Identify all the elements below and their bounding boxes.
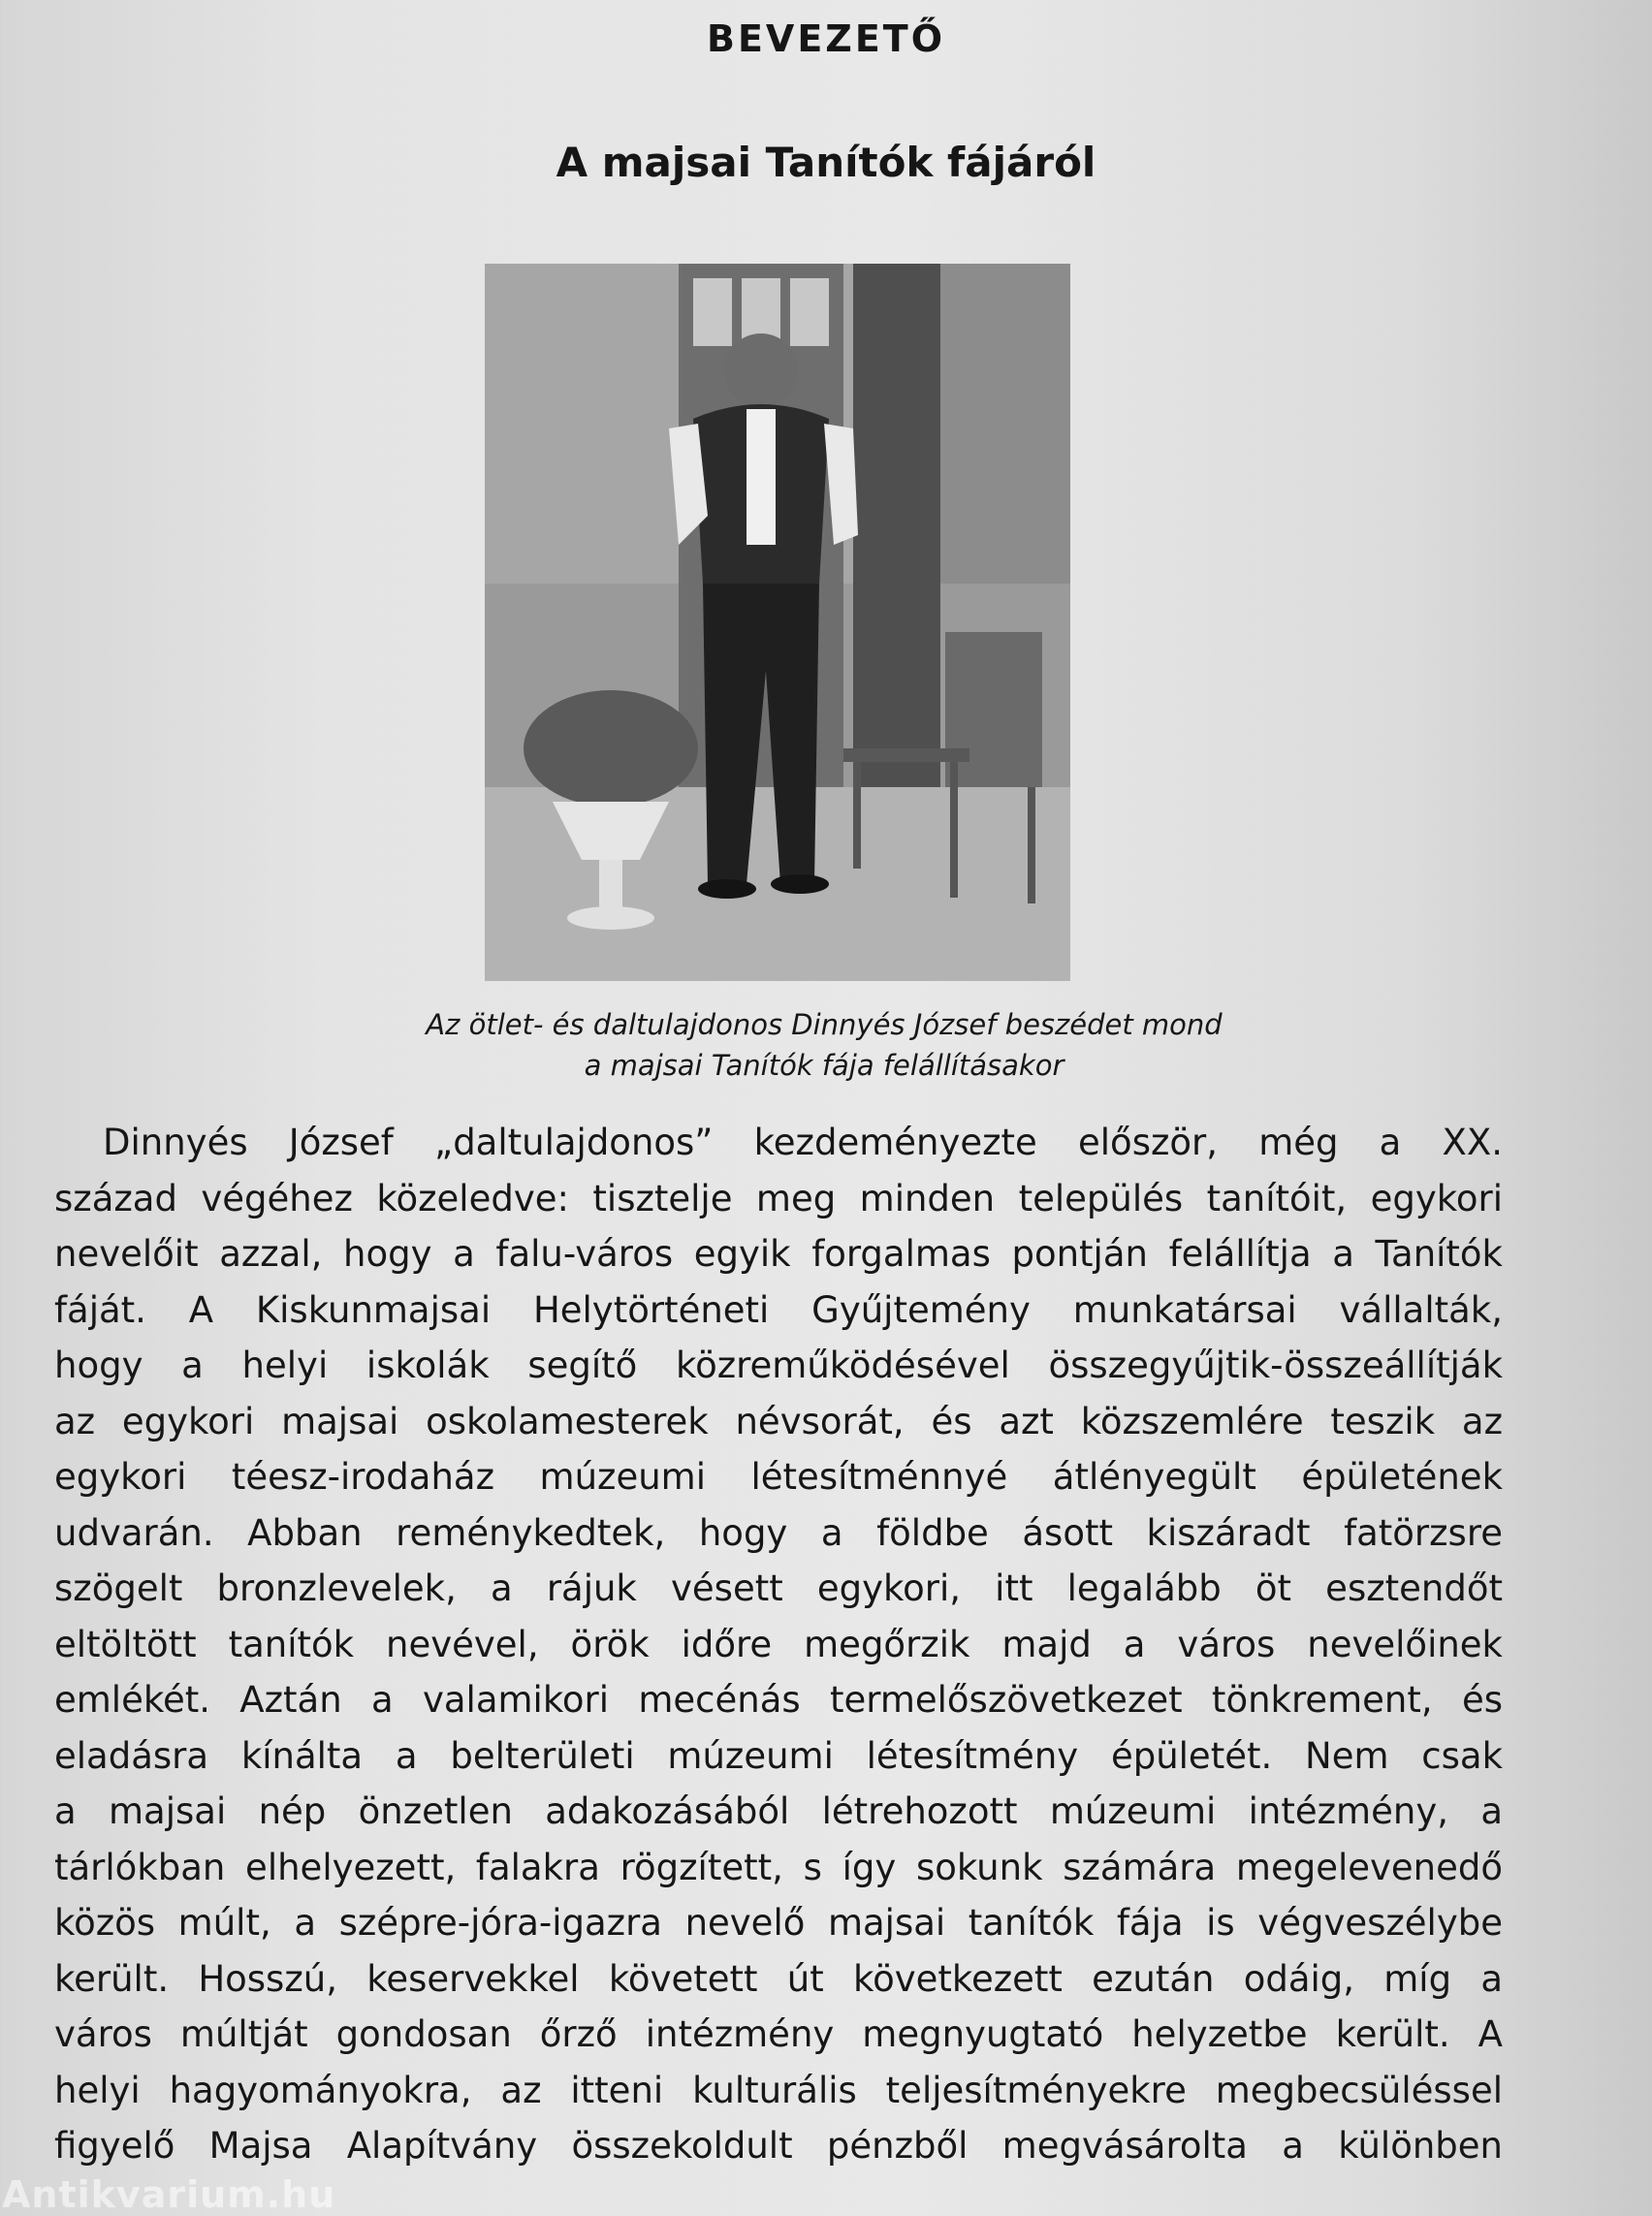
body-line: város múltját gondosan őrző intézmény megnyugtató helyzetbe került. A (54, 2013, 1503, 2055)
body-line: fáját. A Kiskunmajsai Helytörténeti Gyűjtemény munkatársai vállalták, (54, 1288, 1503, 1331)
body-line: eladásra kínálta a belterületi múzeumi létesítmény épületét. Nem csak (54, 1734, 1503, 1777)
photo-illustration-icon (485, 264, 1070, 981)
body-line: szögelt bronzlevelek, a rájuk vésett egykori, itt legalább öt esztendőt (54, 1567, 1503, 1609)
watermark: Antikvarium.hu (2, 2173, 336, 2216)
photo-man-standing (485, 264, 1070, 981)
body-line: század végéhez közeledve: tisztelje meg minden település tanítóit, egykori (54, 1177, 1503, 1219)
body-line: emlékét. Aztán a valamikori mecénás termelőszövetkezet tönkrement, és (54, 1679, 1503, 1721)
chapter-title: A majsai Tanítók fájáról (556, 139, 1096, 186)
body-line: az egykori majsai oskolamesterek névsorát, és azt közszemlére teszik az (54, 1400, 1503, 1442)
body-line: tárlókban elhelyezett, falakra rögzített, s így sokunk számára megelevenedő (54, 1846, 1503, 1888)
caption-line: a majsai Tanítók fája felállításakor (584, 1049, 1064, 1082)
caption-line: Az ötlet- és daltulajdonos Dinnyés József beszédet mond (426, 1008, 1223, 1041)
body-line: udvarán. Abban reménykedtek, hogy a földbe ásott kiszáradt fatörzsre (54, 1511, 1503, 1554)
body-line: közös múlt, a szépre-jóra-igazra nevelő majsai tanítók fája is végveszélybe (54, 1902, 1503, 1944)
body-line: eltöltött tanítók nevével, örök időre megőrzik majd a város nevelőinek (54, 1623, 1503, 1665)
body-line: figyelő Majsa Alapítvány összekoldult pénzből megvásárolta a különben (54, 2125, 1503, 2167)
body-line: nevelőit azzal, hogy a falu-város egyik forgalmas pontján felállítja a Tanítók (54, 1233, 1503, 1275)
body-line: Dinnyés József „daltulajdonos” kezdeményezte először, még a XX. (103, 1122, 1503, 1163)
section-heading: BEVEZETŐ (706, 17, 946, 60)
body-paragraph (54, 1115, 1503, 2174)
body-line: egykori téesz-irodaház múzeumi létesítménnyé átlényegült épületének (54, 1456, 1503, 1498)
body-line: helyi hagyományokra, az itteni kulturális teljesítményekre megbecsüléssel (54, 2069, 1503, 2111)
body-line: a majsai nép önzetlen adakozásából létrehozott múzeumi intézmény, a (54, 1790, 1503, 1832)
body-line: hogy a helyi iskolák segítő közreműködésével összegyűjtik-összeállítják (54, 1345, 1503, 1386)
photo-caption (291, 1004, 1357, 1086)
body-line: került. Hosszú, keservekkel követett út következett ezután odáig, míg a (54, 1957, 1503, 2000)
